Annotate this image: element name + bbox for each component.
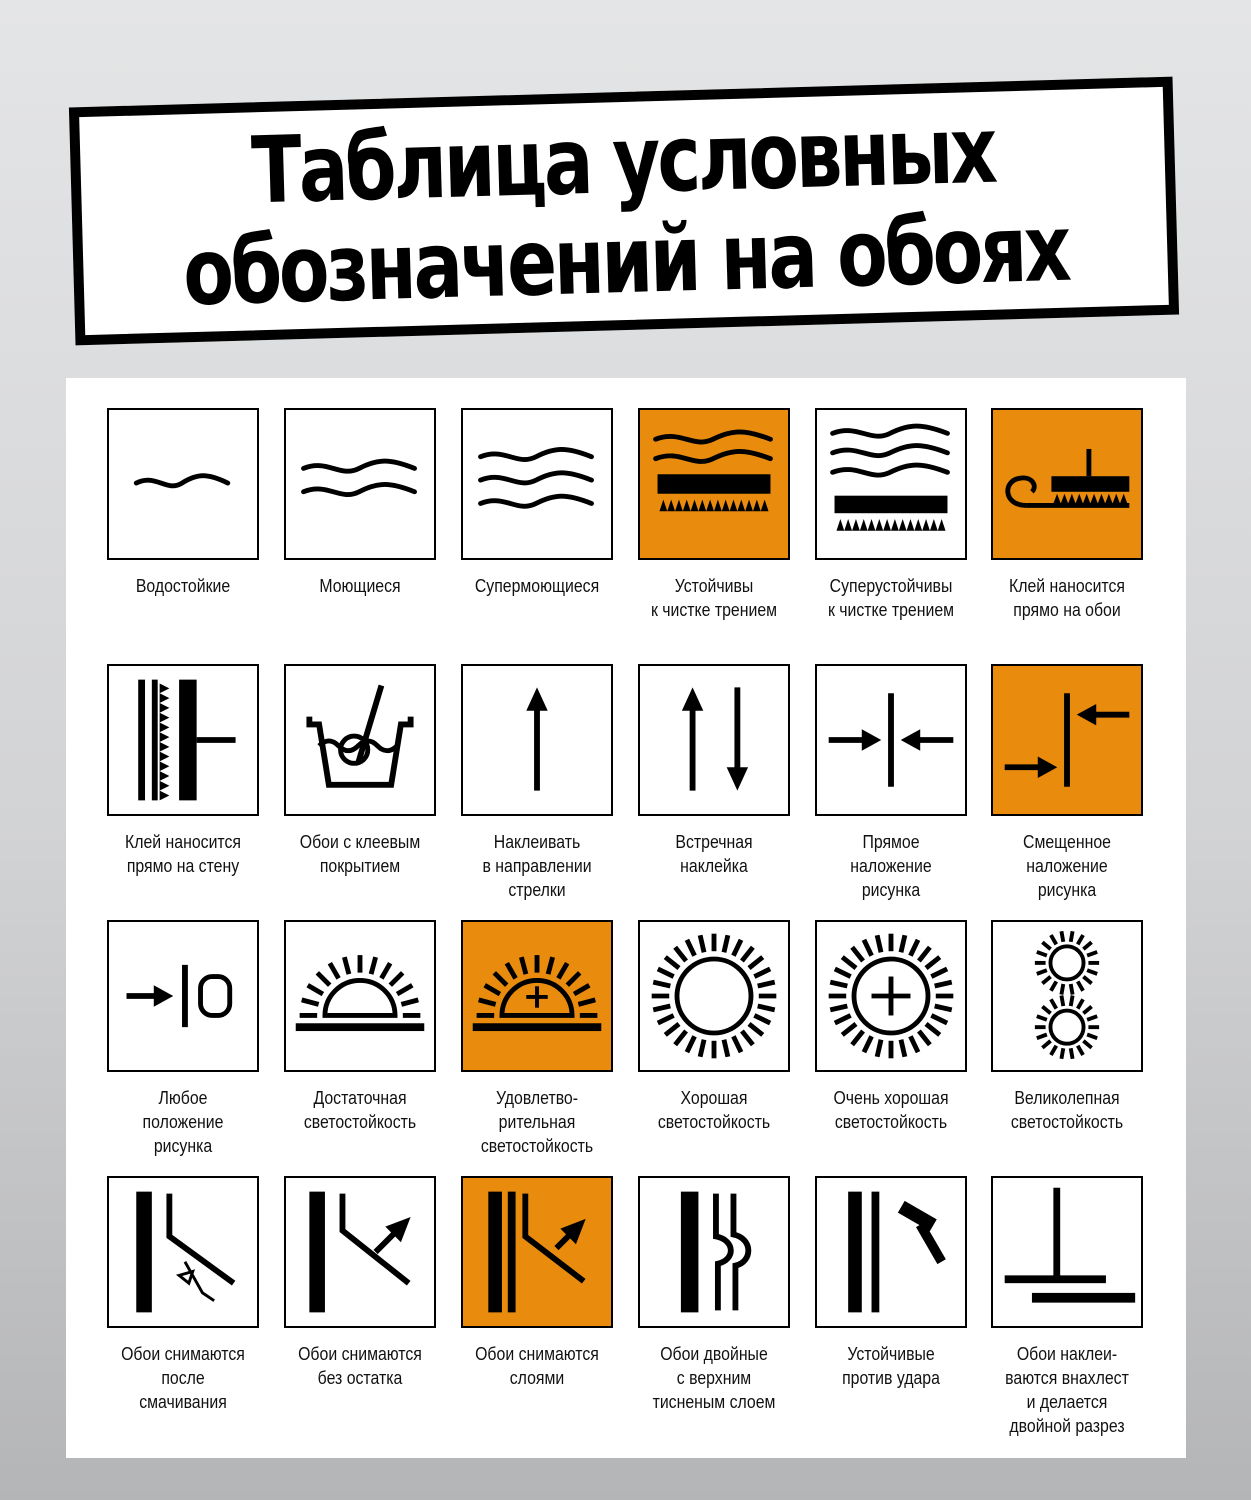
symbol-label [801,1342,981,1390]
symbol-label-line: в направлении [482,856,592,876]
symbol-cell [815,408,967,620]
symbol-label-line: Великолепная [1014,1088,1120,1108]
symbol-cell [991,664,1143,900]
strippable-icon [284,1176,436,1328]
embossed-duplex-icon [638,1176,790,1328]
symbol-label-line: Достаточная [313,1088,407,1108]
paste-wallpaper-icon [991,408,1143,560]
symbol-label-line: против удара [842,1368,940,1388]
symbol-label-line: и делается [1026,1392,1108,1412]
symbol-label [93,574,273,598]
symbol-cell [815,1176,967,1388]
symbol-label-line: Обои с клеевым [299,832,421,852]
symbol-label [270,1086,450,1134]
overlap-double-cut-icon [991,1176,1143,1328]
symbol-cell [107,1176,259,1412]
symbol-label-line: рисунка [861,880,921,900]
title-line-2: обозначений на обоях [181,194,1070,327]
symbol-label [270,830,450,878]
symbol-cell [815,664,967,900]
arrow-up-icon [461,664,613,816]
peelable-icon [461,1176,613,1328]
symbol-label [447,830,627,902]
wave-1-icon [107,408,259,560]
symbol-cell [638,664,790,876]
symbol-label-line: светостойкость [480,1136,594,1156]
symbol-cell [638,920,790,1132]
offset-match-icon [991,664,1143,816]
symbol-label [977,830,1157,902]
symbol-label [977,1086,1157,1134]
symbol-label-line: после [161,1368,205,1388]
symbol-label-line: с верхним [676,1368,752,1388]
symbol-label-line: покрытием [319,856,401,876]
symbol-label-line: тисненым слоем [652,1392,776,1412]
symbol-cell [815,920,967,1132]
symbol-label-line: положение [142,1112,224,1132]
straight-match-icon [815,664,967,816]
super-scrub-brush-icon [815,408,967,560]
sun-plus-icon [815,920,967,1072]
symbol-label [93,1086,273,1158]
reverse-hanging-icon [638,664,790,816]
symbol-cell [284,664,436,876]
symbol-label-line: прямо на обои [1013,600,1121,620]
symbol-label [977,574,1157,622]
wave-3-icon [461,408,613,560]
wet-removal-icon [107,1176,259,1328]
symbol-label [93,830,273,878]
paste-wall-icon [107,664,259,816]
symbol-label-line: наложение [850,856,932,876]
symbol-label-line: Обои наклеи- [1016,1344,1118,1364]
symbol-cell [991,920,1143,1132]
symbol-label-line: Обои снимаются [298,1344,422,1364]
symbol-label-line: наложение [1026,856,1108,876]
symbol-label-line: Хорошая [680,1088,748,1108]
symbols-panel [66,378,1186,1458]
symbol-label-line: ваются внахлест [1005,1368,1129,1388]
symbol-label-line: стрелки [508,880,566,900]
impact-resistant-icon [815,1176,967,1328]
symbol-label-line: Клей наносится [125,832,241,852]
symbol-label-line: слоями [509,1368,565,1388]
half-sun-icon [284,920,436,1072]
symbol-label-line: к чистке трением [650,600,778,620]
title-line-1: Таблица условных [249,96,996,225]
symbol-label [624,1086,804,1134]
symbol-label [624,830,804,878]
symbol-label-line: Суперустойчивы [829,576,953,596]
symbol-label-line: Удовлетво- [495,1088,579,1108]
symbol-label-line: Водостойкие [135,576,231,596]
symbol-label [447,1342,627,1390]
symbol-cell [461,920,613,1156]
symbol-cell [284,1176,436,1388]
symbol-label-line: Смещенное [1023,832,1111,852]
symbol-label-line: Устойчивы [674,576,754,596]
symbol-label-line: рисунка [153,1136,213,1156]
symbol-cell [107,408,259,596]
symbol-label-line: рительная [498,1112,576,1132]
symbol-label [447,1086,627,1158]
symbol-label [801,1086,981,1134]
symbol-label-line: Очень хорошая [833,1088,949,1108]
symbol-label [624,574,804,622]
symbol-label [270,1342,450,1390]
symbol-label-line: светостойкость [303,1112,417,1132]
symbol-cell [638,1176,790,1412]
symbol-label-line: прямо на стену [126,856,240,876]
symbol-label-line: двойной разрез [1009,1416,1125,1436]
symbol-label-line: Обои двойные [660,1344,768,1364]
symbol-label [270,574,450,598]
symbol-cell [991,1176,1143,1436]
prepasted-icon [284,664,436,816]
symbol-label-line: Супермоющиеся [474,576,600,596]
symbol-label-line: без остатка [317,1368,403,1388]
symbol-label-line: светостойкость [657,1112,771,1132]
double-sun-icon [991,920,1143,1072]
title-banner [69,77,1179,346]
symbol-cell [284,920,436,1132]
symbol-cell [638,408,790,620]
symbol-cell [991,408,1143,620]
scrub-brush-icon [638,408,790,560]
symbol-label-line: светостойкость [834,1112,948,1132]
symbol-label [93,1342,273,1414]
symbol-cell [284,408,436,596]
half-sun-plus-icon [461,920,613,1072]
symbol-cell [461,1176,613,1388]
symbol-label [801,574,981,622]
symbol-label [977,1342,1157,1438]
symbol-label-line: Обои снимаются [475,1344,599,1364]
wave-2-icon [284,408,436,560]
symbol-label-line: к чистке трением [827,600,955,620]
symbol-label-line: смачивания [139,1392,227,1412]
symbol-label [801,830,981,902]
symbol-label-line: Моющиеся [319,576,401,596]
symbol-label-line: Клей наносится [1009,576,1125,596]
symbol-label-line: Встречная [675,832,753,852]
symbol-label-line: рисунка [1037,880,1097,900]
symbol-label-line: Прямое [862,832,920,852]
sun-icon [638,920,790,1072]
symbol-label-line: наклейка [680,856,748,876]
symbol-label [624,1342,804,1414]
symbol-cell [107,664,259,876]
symbol-label-line: Любое [158,1088,208,1108]
symbol-cell [461,664,613,900]
symbol-label-line: Обои снимаются [121,1344,245,1364]
symbol-label-line: Устойчивые [847,1344,935,1364]
symbol-cell [107,920,259,1156]
symbol-cell [461,408,613,596]
symbol-label-line: Наклеивать [493,832,581,852]
free-match-icon [107,920,259,1072]
symbol-label [447,574,627,598]
symbol-label-line: светостойкость [1010,1112,1124,1132]
